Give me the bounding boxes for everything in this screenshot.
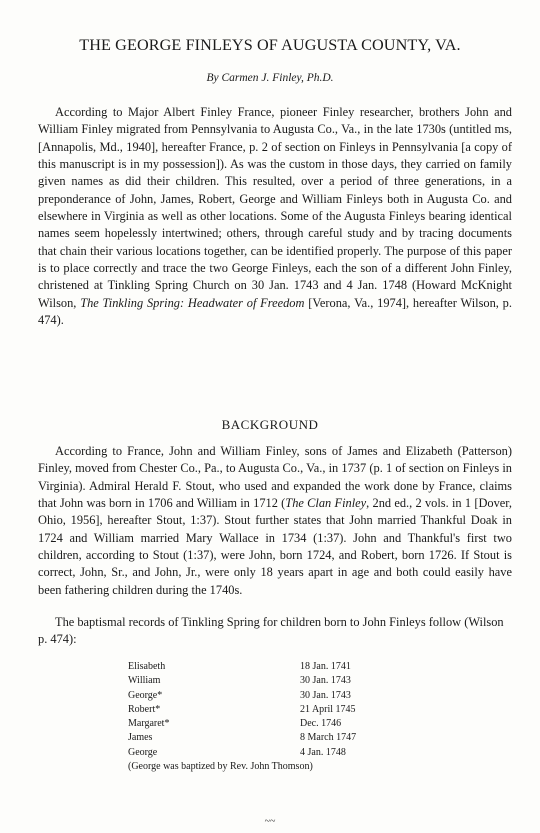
baptism-record: [128, 731, 420, 745]
section-heading-background: BACKGROUND: [221, 417, 319, 432]
intro-book-title: The Tinkling Spring: Headwater of Freedom: [80, 295, 305, 310]
background-paragraph: [38, 443, 512, 599]
baptism-name: Robert*: [128, 703, 161, 715]
baptism-intro-paragraph: The baptismal records of Tinkling Spring for children born to John Finleys follow (Wilson p. 474):: [38, 615, 504, 647]
background-book-title: The Clan Finley: [285, 496, 367, 511]
baptism-record: [128, 703, 420, 717]
background-text-start: According to France, John and William Finley, sons of James and Elizabeth (Patterson) Finley, moved from Chester Co., Pa., to Augusta Co., Va., in 1737 (p. 1 of section on Finleys in Virginia). Admiral Herald F. Stout, who used and expanded the work done by France, claims that John was born in 1706 and William in 1712 (: [38, 444, 512, 511]
baptism-date: 8 March 1747: [300, 732, 357, 744]
baptism-name: Margaret*: [128, 718, 170, 730]
baptism-name: William: [128, 675, 161, 687]
intro-text-tail: [Verona, Va., 1974], hereafter Wilson, p. 474).: [38, 295, 512, 328]
baptism-record: [128, 689, 420, 703]
baptism-date: 30 Jan. 1743: [300, 675, 351, 687]
baptism-note: (George was baptized by Rev. John Thomson): [128, 761, 313, 773]
baptism-name: George: [128, 746, 158, 758]
baptism-date: 30 Jan. 1743: [300, 689, 351, 701]
baptism-name: George*: [128, 689, 163, 701]
baptism-date: Dec. 1746: [300, 718, 342, 730]
intro-text: According to Major Albert Finley France, pioneer Finley researcher, brothers John and William Finley migrated from Pennsylvania to Augusta Co., Va., in the late 1730s (untitled ms, [Annapolis, Md., 1940], hereafter France, p. 2 of section on Finleys in Pennsylvania [a copy of this manuscript is in my possession]). As was the custom in those days, they carried on family given names as did their children. This resulted, over a period of three generations, in a preponderance of John, James, Robert, George and William Finleys both in Augusta Co. and elsewhere in Virginia as well as other locations. Some of the Augusta Finleys bearing identical names seem hopelessly intertwined; others, through careful study and by tracing documents that chain their various locations together, can be identified properly. The purpose of this paper is to place correctly and trace the two George Finleys, each the son of a different John Finley, christened at Tinkling Spring Church on 30 Jan. 1743 and 4 Jan. 1748 (Howard McKnight Wilson,: [38, 105, 512, 310]
baptism-name: Elisabeth: [128, 661, 166, 672]
baptism-records-list: [128, 660, 420, 774]
article-title: THE GEORGE FINLEYS OF AUGUSTA COUNTY, VA.: [79, 36, 461, 54]
baptism-record: [128, 746, 420, 760]
baptism-record: [128, 717, 420, 731]
page-number: ~~: [264, 816, 276, 827]
article-byline: By Carmen J. Finley, Ph.D.: [206, 72, 334, 84]
baptism-date: 21 April 1745: [300, 703, 356, 715]
intro-paragraph: [38, 104, 512, 329]
baptism-record: [128, 660, 420, 674]
baptism-date: 18 Jan. 1741: [300, 661, 351, 672]
baptism-date: 4 Jan. 1748: [300, 746, 346, 758]
baptism-record: [128, 674, 420, 688]
background-text-end: , 2nd ed., 2 vols. in 1 [Dover, Ohio, 1956], hereafter Stout, 1:37). Stout further states that John married Thankful Doak in 1724 and William married Mary Wallace in 1734 (1:37). John and Thankful's first two children, according to Stout (1:37), were John, born 1724, and Robert, born 1726. If Stout is correct, John, Sr., and John, Jr., were only 18 years apart in age and both could easily have been fathering children during the 1740s.: [38, 496, 513, 597]
baptism-name: James: [128, 732, 153, 744]
